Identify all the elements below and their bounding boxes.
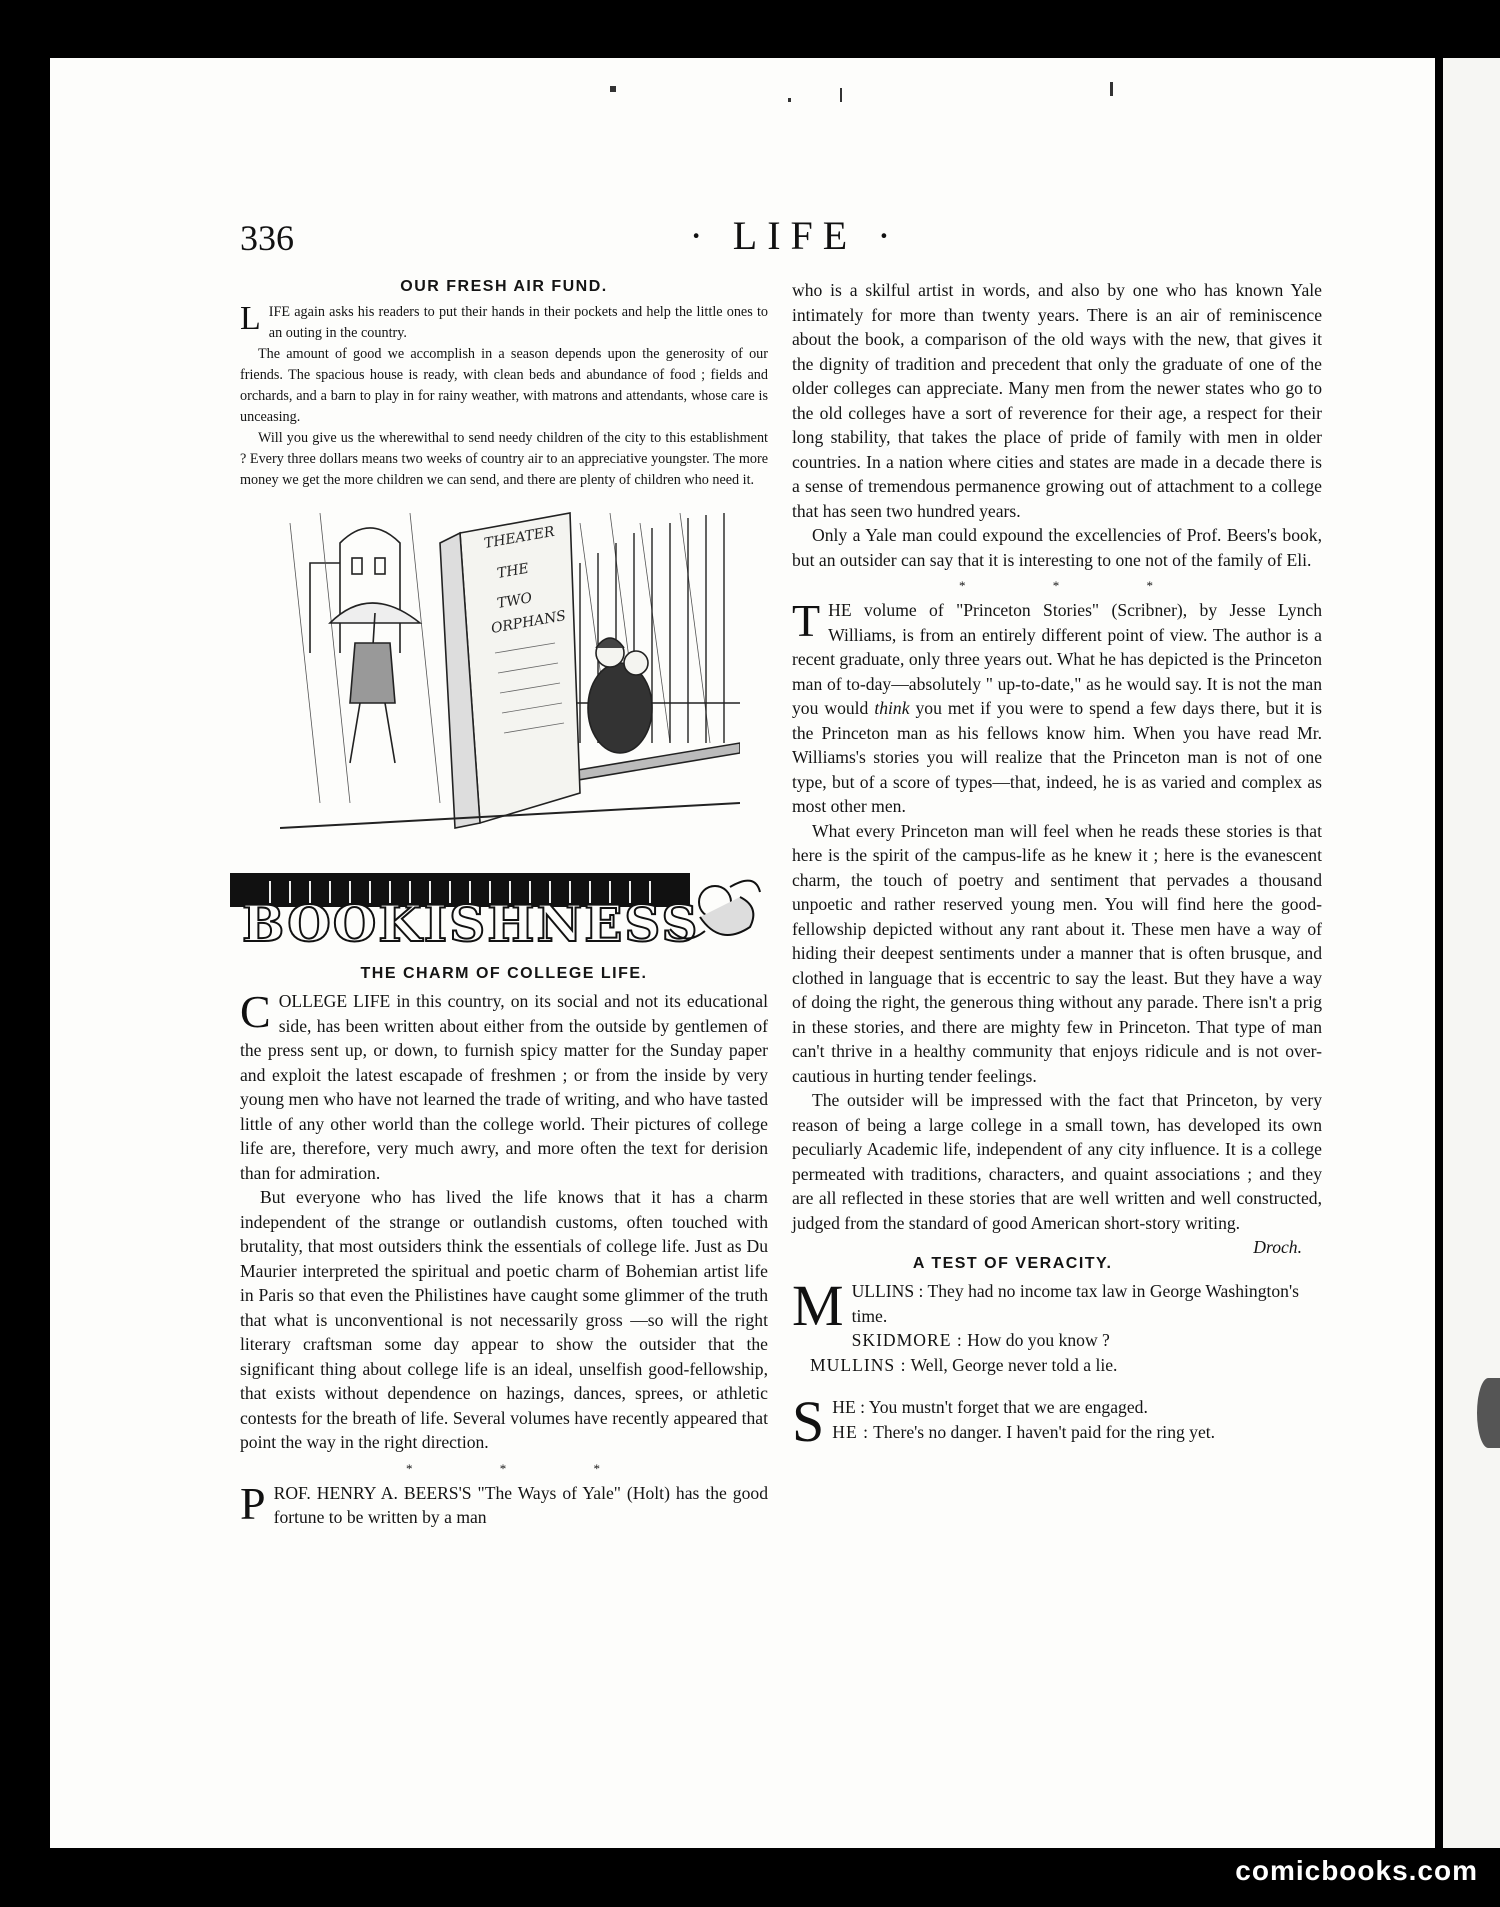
charm-title: THE CHARM OF COLLEGE LIFE.	[360, 965, 648, 982]
paragraph-text: IFE again asks his readers to put their hands in their pockets and help the little ones to an outing in the country.	[268, 304, 768, 341]
section-break-stars: * * *	[406, 1460, 642, 1476]
walking-figure	[350, 643, 395, 703]
print-speck	[1110, 82, 1113, 96]
sign-line-3: TWO	[495, 590, 534, 612]
drop-cap: L	[240, 300, 261, 337]
right-column	[792, 278, 1322, 1454]
drop-cap: M	[792, 1273, 844, 1338]
drop-cap: C	[240, 986, 271, 1037]
paragraph-text: you met if you were to spend a few days there, but it is the Princeton man as his fellows know him. When you have read Mr. Williams's stories you will realize that the Princeton man is not of one type, but of a score of types—that, indeed, he is as varied and complex as most other men.	[792, 698, 1322, 816]
sign-line-4: ORPHANS	[489, 608, 568, 637]
fresh-air-title: OUR FRESH AIR FUND.	[400, 278, 608, 295]
drop-cap: P	[240, 1477, 266, 1529]
bookishness-banner	[230, 867, 770, 957]
section-break-stars: * * *	[959, 578, 1195, 593]
veracity-line-1	[792, 1273, 1322, 1338]
charm-paragraph-1	[240, 986, 768, 1185]
emphasized-word: think	[874, 698, 910, 718]
fresh-air-paragraph-2: The amount of good we accomplish in a season depends upon the generosity of our friends. The spacious house is ready, with clean beds and abundance of food ; fields and orchards, and a barn to play in for rainy weather, with matrons and attendants, whose care is unceasing.	[240, 346, 768, 425]
fresh-air-paragraph-1	[240, 302, 768, 344]
banner-lettering: BOOKISHNESS	[242, 894, 700, 953]
drop-cap: S	[792, 1389, 825, 1454]
sign-line-1: THEATER	[482, 523, 556, 552]
speaker: ULLINS :	[851, 1281, 924, 1301]
magazine-masthead: · LIFE ·	[689, 213, 901, 258]
paragraph-text: OLLEGE LIFE in this country, on its social and not its educational side, has been written about either from the outside by gentlemen of the press sent up, or down, to furnish spicy matter for the Sunday paper and exploit the latest escapade of freshmen ; or from the inside by very young men who have not learned the trade of writing, and who have tasted little of any other world than the college world. Their pictures of college life are, therefore, very much awry, and more often the text for derision than for admiration.	[240, 991, 768, 1183]
orphans-illustration	[280, 503, 740, 843]
orphan-children	[588, 663, 652, 753]
yale-paragraph-2: Only a Yale man could expound the excellencies of Prof. Beers's book, but an outsider can say that it is interesting to one not of the family of Eli.	[792, 525, 1322, 570]
adjacent-page-ornament	[1477, 1378, 1500, 1448]
page-number: 336	[240, 218, 294, 258]
left-column	[240, 278, 768, 1530]
princeton-paragraph-2: What every Princeton man will feel when he reads these stories is that here is the spirit of the campus-life as he knew it ; here is the evanescent charm, the touch of poetry and sentiment that pervades a thousand unpoetic and rather reserved young men. You will find here the good-fellowship depicted without any rant about it. These men have a way of hiding their deepest sentiments under a manner that is often brusque, and clothed in language that is eccentric to say the least. But they have a way of doing the right, the generous thing without any parade. There isn't a prig in these stories, and there are mighty few in Princeton. That type of man can't thrive in a healthy community that enjoys ridicule and is not over-cautious in hurting tender feelings.	[792, 820, 1322, 1086]
yale-paragraph-1: who is a skilful artist in words, and also by one who has known Yale intimately for more than twenty years. There is an air of reminiscence about the book, a comparison of the old ways with the new, that gives it the dignity of tradition and precedent that only the graduate of one of the older colleges can appreciate. Many men from the newer states who go to the old colleges have a sort of reverence for their age, a respect for their long stability, that takes the place of pride of family with men in older countries. In a nation where cities and states are made in a decade there is a sense of tremendous permanence growing out of attachment to a college that has seen two hundred years.	[792, 280, 1322, 521]
theater-sign	[460, 513, 580, 823]
drop-cap: T	[792, 595, 821, 646]
dialog-text: Well, George never told a lie.	[910, 1354, 1118, 1375]
print-speck	[840, 88, 842, 102]
print-speck	[610, 86, 616, 92]
fresh-air-paragraph-3: Will you give us the wherewithal to send needy children of the city to this establishment ? Every three dollars means two weeks of country air to an appreciative youngster. The more money we get the more children we can send, and there are plenty of children who need it.	[240, 430, 768, 488]
veracity-title: A TEST OF VERACITY.	[912, 1255, 1113, 1272]
print-speck	[788, 98, 791, 102]
dialog-text: You mustn't forget that we are engaged.	[868, 1397, 1148, 1417]
speaker: MULLINS :	[810, 1354, 907, 1375]
site-watermark: comicbooks.com	[1235, 1855, 1478, 1886]
dialog-text: They had no income tax law in George Washington's time.	[851, 1281, 1299, 1326]
speaker: HE :	[832, 1397, 866, 1417]
paragraph-text: The outsider will be impressed with the fact that Princeton, by very reason of being a large college in a small town, has developed its own peculiarly Academic life, independent of any city influence. It is a college permeated with traditions, characters, and quaint associations ; and they are all reflected in these stories that are well written and well constructed, judged from the standard of good American short-story writing.	[792, 1090, 1322, 1233]
charm-paragraph-2: But everyone who has lived the life knows that it has a charm independent of the strange or outlandish customs, often touched with brutality, that most outsiders think the essentials of college life. Just as Du Maurier interpreted the spiritual and poetic charm of Bohemian artist life in Paris so that even the Philistines have caught some glimmer of the truth that what is unconventional is not necessarily gross —so will the right literary craftsman some day appear to show the outsider that the significant thing about college life is an ideal, unselfish good-fellowship, that exists without dependence on hazings, dances, sprees, or athletic contests for the breath of life. Several volumes have recently appeared that point the way in the right direction.	[240, 1187, 768, 1452]
sign-line-2: THE	[495, 560, 530, 582]
author-signature: Droch.	[1253, 1237, 1302, 1257]
princeton-paragraph-1	[792, 595, 1322, 819]
veracity-line-2	[792, 1328, 1322, 1353]
speaker: HE :	[832, 1421, 870, 1442]
paragraph-text: HE volume of "Princeton Stories" (Scribner), by Jesse Lynch Williams, is from an entirely different point of view. The author is a recent graduate, only three years out. What he has depicted is the Princeton man of to-day—absolutely " up-to-date," as he would say. It is not the man you would	[792, 600, 1322, 718]
speaker: SKIDMORE :	[851, 1330, 963, 1350]
veracity-line-3	[792, 1353, 1322, 1378]
princeton-paragraph-3	[792, 1088, 1322, 1257]
building-dome	[340, 528, 400, 653]
paragraph-text: ROF. HENRY A. BEERS'S "The Ways of Yale" (Holt) has the good fortune to be written by a man	[273, 1482, 768, 1527]
charm-paragraph-3	[240, 1477, 768, 1530]
engaged-line-2	[792, 1420, 1322, 1445]
adjacent-page-edge	[1443, 58, 1500, 1848]
dialog-text: How do you know ?	[967, 1330, 1110, 1350]
dialog-text: There's no danger. I haven't paid for the ring yet.	[873, 1421, 1216, 1442]
